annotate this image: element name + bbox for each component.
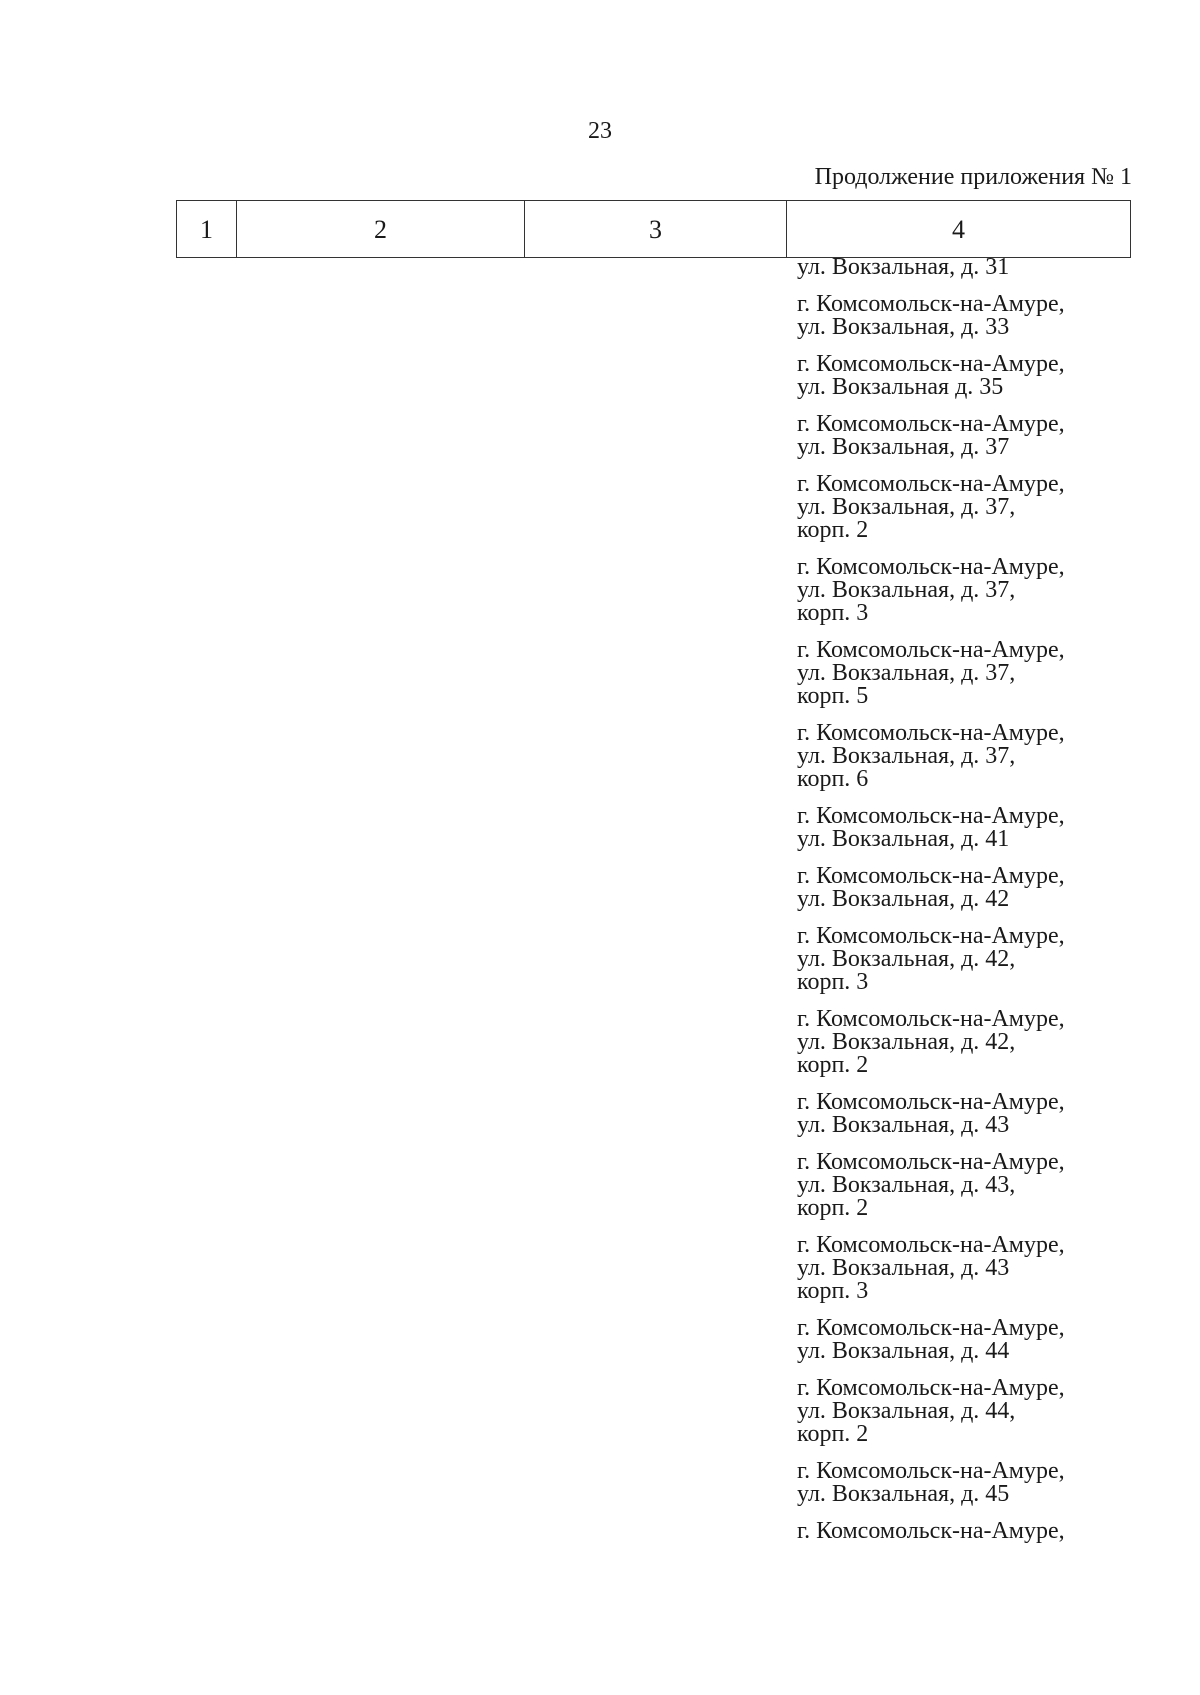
address-line: г. Комсомольск-на-Амуре, bbox=[797, 1232, 1065, 1258]
address-line: ул. Вокзальная, д. 42, bbox=[797, 1029, 1016, 1055]
address-line: г. Комсомольск-на-Амуре, bbox=[797, 1518, 1065, 1544]
address-line: г. Комсомольск-на-Амуре, bbox=[797, 923, 1065, 949]
address-entry bbox=[797, 1091, 1137, 1137]
address-line: ул. Вокзальная, д. 33 bbox=[797, 314, 1010, 340]
address-line: ул. Вокзальная, д. 37, bbox=[797, 660, 1016, 686]
address-line: корп. 5 bbox=[797, 683, 869, 709]
address-line: г. Комсомольск-на-Амуре, bbox=[797, 1315, 1065, 1341]
address-entry bbox=[797, 1151, 1137, 1220]
address-line: ул. Вокзальная, д. 45 bbox=[797, 1481, 1010, 1507]
address-entry bbox=[797, 556, 1137, 625]
header-col-3: 3 bbox=[525, 201, 787, 257]
address-line: ул. Вокзальная, д. 37, bbox=[797, 743, 1016, 769]
address-entry bbox=[797, 353, 1137, 399]
address-entry bbox=[797, 865, 1137, 911]
address-line: г. Комсомольск-на-Амуре, bbox=[797, 291, 1065, 317]
address-entry bbox=[797, 925, 1137, 994]
address-entry bbox=[797, 1460, 1137, 1506]
address-line: г. Комсомольск-на-Амуре, bbox=[797, 1458, 1065, 1484]
address-entry bbox=[797, 1520, 1137, 1543]
address-line: ул. Вокзальная, д. 43, bbox=[797, 1172, 1016, 1198]
address-entry bbox=[797, 722, 1137, 791]
address-line: ул. Вокзальная, д. 37 bbox=[797, 434, 1010, 460]
address-entry bbox=[797, 1234, 1137, 1303]
address-line: г. Комсомольск-на-Амуре, bbox=[797, 803, 1065, 829]
page-number: 23 bbox=[588, 118, 612, 144]
header-col-4: 4 bbox=[952, 215, 965, 244]
address-line: ул. Вокзальная, д. 42 bbox=[797, 886, 1010, 912]
address-line: г. Комсомольск-на-Амуре, bbox=[797, 637, 1065, 663]
address-entry bbox=[797, 473, 1137, 542]
address-entry bbox=[797, 805, 1137, 851]
address-line: г. Комсомольск-на-Амуре, bbox=[797, 554, 1065, 580]
address-line: г. Комсомольск-на-Амуре, bbox=[797, 1375, 1065, 1401]
address-line: ул. Вокзальная д. 35 bbox=[797, 374, 1004, 400]
address-entry bbox=[797, 1377, 1137, 1446]
address-entry bbox=[797, 639, 1137, 708]
address-line: корп. 2 bbox=[797, 1195, 869, 1221]
address-line: г. Комсомольск-на-Амуре, bbox=[797, 863, 1065, 889]
table-header bbox=[176, 200, 1131, 258]
address-line: ул. Вокзальная, д. 42, bbox=[797, 946, 1016, 972]
address-entry bbox=[797, 1317, 1137, 1363]
address-line: ул. Вокзальная, д. 43 bbox=[797, 1255, 1010, 1281]
address-entry bbox=[797, 256, 1137, 279]
address-line: г. Комсомольск-на-Амуре, bbox=[797, 411, 1065, 437]
address-line: корп. 2 bbox=[797, 517, 869, 543]
continuation-title: Продолжение приложения № 1 bbox=[814, 164, 1132, 190]
address-line: корп. 6 bbox=[797, 766, 869, 792]
address-line: ул. Вокзальная, д. 44 bbox=[797, 1338, 1010, 1364]
address-line: ул. Вокзальная, д. 41 bbox=[797, 826, 1010, 852]
header-col-1: 1 bbox=[177, 201, 237, 257]
address-line: г. Комсомольск-на-Амуре, bbox=[797, 720, 1065, 746]
address-line: корп. 3 bbox=[797, 969, 869, 995]
address-line: ул. Вокзальная, д. 37, bbox=[797, 494, 1016, 520]
address-entry bbox=[797, 293, 1137, 339]
address-line: корп. 2 bbox=[797, 1421, 869, 1447]
address-line: ул. Вокзальная, д. 37, bbox=[797, 577, 1016, 603]
address-line: корп. 2 bbox=[797, 1052, 869, 1078]
address-line: корп. 3 bbox=[797, 600, 869, 626]
address-list bbox=[797, 256, 1137, 1557]
address-line: корп. 3 bbox=[797, 1278, 869, 1304]
address-line: ул. Вокзальная, д. 43 bbox=[797, 1112, 1010, 1138]
header-col-2: 2 bbox=[237, 201, 525, 257]
address-line: ул. Вокзальная, д. 44, bbox=[797, 1398, 1016, 1424]
address-line: г. Комсомольск-на-Амуре, bbox=[797, 1149, 1065, 1175]
address-line: г. Комсомольск-на-Амуре, bbox=[797, 1089, 1065, 1115]
address-entry bbox=[797, 1008, 1137, 1077]
address-line: г. Комсомольск-на-Амуре, bbox=[797, 1006, 1065, 1032]
address-line: г. Комсомольск-на-Амуре, bbox=[797, 471, 1065, 497]
address-line: ул. Вокзальная, д. 31 bbox=[797, 254, 1010, 280]
address-entry bbox=[797, 413, 1137, 459]
address-line: г. Комсомольск-на-Амуре, bbox=[797, 351, 1065, 377]
